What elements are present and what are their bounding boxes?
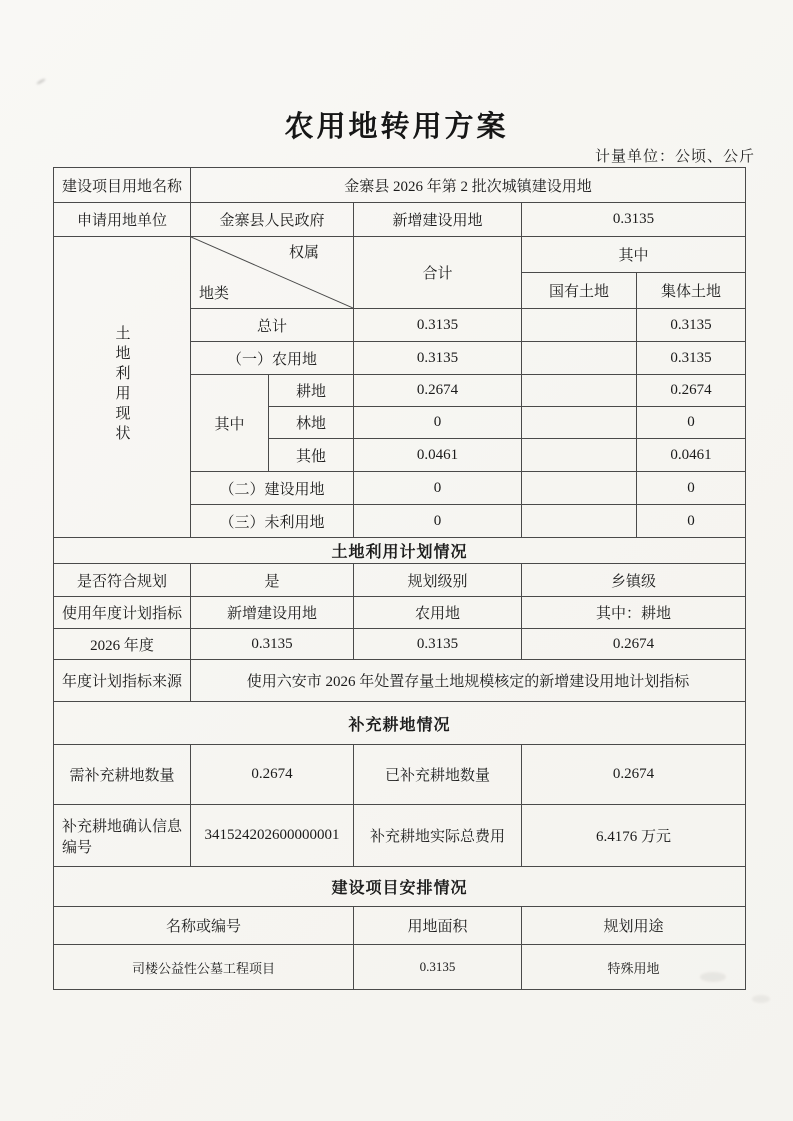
index-source-label: 年度计划指标来源 — [54, 660, 191, 702]
plan-conform-value: 是 — [191, 564, 354, 597]
form-title: 农用地转用方案 — [284, 111, 509, 143]
table-row — [54, 237, 746, 273]
land-row-state-value — [522, 342, 637, 375]
among-group-label: 其中 — [191, 375, 269, 472]
table-row — [54, 745, 746, 805]
new-land-label: 新增建设用地 — [354, 203, 522, 237]
annual-index-agri: 农用地 — [354, 597, 522, 629]
applicant-value: 金寨县人民政府 — [191, 203, 354, 237]
year-2026-agri-value: 0.3135 — [354, 629, 522, 660]
project-section-title: 建设项目安排情况 — [54, 867, 746, 907]
land-row-total-value: 0 — [354, 472, 522, 505]
project-name-value: 金寨县 2026 年第 2 批次城镇建设用地 — [191, 168, 746, 203]
land-row-collective-value: 0.2674 — [637, 375, 746, 407]
supplement-section-title: 补充耕地情况 — [54, 702, 746, 745]
done-supplement-value: 0.2674 — [522, 745, 746, 805]
table-row — [54, 629, 746, 660]
col-header-state-land: 国有土地 — [522, 273, 637, 309]
table-row — [54, 203, 746, 237]
need-supplement-label: 需补充耕地数量 — [54, 745, 191, 805]
table-row — [54, 168, 746, 203]
plan-level-value: 乡镇级 — [522, 564, 746, 597]
annual-index-label: 使用年度计划指标 — [54, 597, 191, 629]
land-row-label: 总计 — [191, 309, 354, 342]
land-row-total-value: 0.3135 — [354, 342, 522, 375]
done-supplement-label: 已补充耕地数量 — [354, 745, 522, 805]
project-name-cell: 司楼公益性公墓工程项目 — [54, 945, 354, 990]
land-row-total-value: 0.3135 — [354, 309, 522, 342]
index-source-value: 使用六安市 2026 年处置存量土地规模核定的新增建设用地计划指标 — [191, 660, 746, 702]
need-supplement-value: 0.2674 — [191, 745, 354, 805]
land-row-label: （三）未利用地 — [191, 505, 354, 538]
section-header-row — [54, 702, 746, 745]
table-row — [54, 564, 746, 597]
land-row-state-value — [522, 439, 637, 472]
plan-conform-label: 是否符合规划 — [54, 564, 191, 597]
table-header-row — [54, 907, 746, 945]
scan-artifact — [752, 995, 770, 1003]
plan-section-title: 土地利用计划情况 — [54, 538, 746, 564]
project-name-label: 建设项目用地名称 — [54, 168, 191, 203]
new-land-value: 0.3135 — [522, 203, 746, 237]
project-area-cell: 0.3135 — [354, 945, 522, 990]
land-row-label: （二）建设用地 — [191, 472, 354, 505]
project-data-row — [54, 945, 746, 990]
land-row-collective-value: 0.0461 — [637, 439, 746, 472]
actual-fee-value: 6.4176 万元 — [522, 805, 746, 867]
land-row-label: 耕地 — [269, 375, 354, 407]
project-use-col-header: 规划用途 — [522, 907, 746, 945]
land-row-collective-value: 0.3135 — [637, 309, 746, 342]
annual-index-cultivated: 其中：耕地 — [522, 597, 746, 629]
plan-level-label: 规划级别 — [354, 564, 522, 597]
col-header-collective-land: 集体土地 — [637, 273, 746, 309]
land-row-total-value: 0 — [354, 407, 522, 439]
table-row — [54, 660, 746, 702]
land-row-state-value — [522, 472, 637, 505]
land-row-total-value: 0.2674 — [354, 375, 522, 407]
col-header-among: 其中 — [522, 237, 746, 273]
land-row-state-value — [522, 375, 637, 407]
year-2026-label: 2026 年度 — [54, 629, 191, 660]
land-row-collective-value: 0 — [637, 505, 746, 538]
scan-artifact — [36, 78, 46, 86]
land-use-status-vertical-label: 土地利用现状 — [54, 237, 191, 538]
land-row-collective-value: 0.3135 — [637, 342, 746, 375]
land-row-state-value — [522, 505, 637, 538]
land-row-total-value: 0 — [354, 505, 522, 538]
diagonal-header-cell — [191, 237, 354, 309]
section-header-row — [54, 538, 746, 564]
col-header-total: 合计 — [354, 237, 522, 309]
land-row-collective-value: 0 — [637, 472, 746, 505]
project-area-col-header: 用地面积 — [354, 907, 522, 945]
year-2026-cultivated-value: 0.2674 — [522, 629, 746, 660]
actual-fee-label: 补充耕地实际总费用 — [354, 805, 522, 867]
confirm-number-value: 341524202600000001 — [191, 805, 354, 867]
diagonal-label-ownership: 权属 — [288, 245, 319, 261]
measurement-unit-note: 计量单位：公顷、公斤 — [594, 149, 755, 165]
table-row — [54, 805, 746, 867]
project-name-col-header: 名称或编号 — [54, 907, 354, 945]
land-conversion-form-table — [53, 167, 746, 990]
project-use-cell: 特殊用地 — [522, 945, 746, 990]
land-row-total-value: 0.0461 — [354, 439, 522, 472]
section-header-row — [54, 867, 746, 907]
land-row-state-value — [522, 407, 637, 439]
confirm-number-label: 补充耕地确认信息编号 — [54, 805, 191, 867]
applicant-label: 申请用地单位 — [54, 203, 191, 237]
year-2026-newland-value: 0.3135 — [191, 629, 354, 660]
diagonal-label-landtype: 地类 — [199, 286, 230, 302]
land-row-state-value — [522, 309, 637, 342]
land-row-label: （一）农用地 — [191, 342, 354, 375]
land-row-collective-value: 0 — [637, 407, 746, 439]
table-row — [54, 597, 746, 629]
land-row-label: 林地 — [269, 407, 354, 439]
land-row-label: 其他 — [269, 439, 354, 472]
annual-index-newland: 新增建设用地 — [191, 597, 354, 629]
